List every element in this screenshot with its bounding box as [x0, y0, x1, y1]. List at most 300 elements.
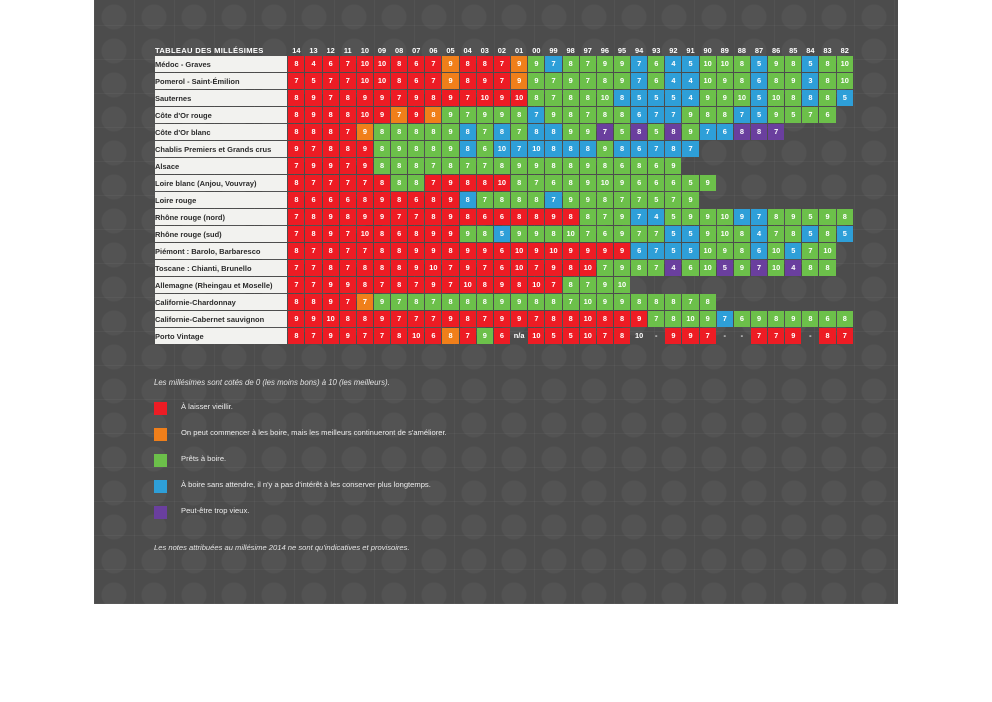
score-cell: 8 — [665, 311, 681, 327]
score-cell — [717, 175, 733, 191]
score-cell: 7 — [768, 124, 784, 140]
score-cell: 8 — [477, 226, 493, 242]
score-cell: 7 — [528, 107, 544, 123]
score-cell: 9 — [494, 90, 510, 106]
score-cell: 9 — [408, 107, 424, 123]
score-cell: 8 — [288, 243, 304, 259]
score-cell: 7 — [340, 226, 356, 242]
score-cell: 9 — [785, 328, 801, 344]
score-cell: 8 — [288, 124, 304, 140]
score-cell: 6 — [597, 226, 613, 242]
score-cell: 7 — [700, 328, 716, 344]
score-cell — [802, 294, 818, 310]
score-cell: 9 — [425, 277, 441, 293]
table-row — [155, 192, 853, 208]
score-cell: 9 — [700, 90, 716, 106]
score-cell: 7 — [614, 192, 630, 208]
region-label: Loire rouge — [155, 192, 287, 208]
region-label: Loire blanc (Anjou, Vouvray) — [155, 175, 287, 191]
score-cell: 8 — [460, 192, 476, 208]
year-header: 00 — [532, 46, 541, 55]
score-cell: 8 — [477, 175, 493, 191]
score-cell: 8 — [528, 209, 544, 225]
score-cell: 8 — [597, 107, 613, 123]
score-cell: 6 — [648, 175, 664, 191]
region-label: Piémont : Barolo, Barbaresco — [155, 243, 287, 259]
score-cell: 9 — [391, 141, 407, 157]
score-cell: 8 — [391, 328, 407, 344]
score-cell: 7 — [580, 277, 596, 293]
score-cell: 5 — [751, 107, 767, 123]
score-cell: 9 — [682, 192, 698, 208]
score-cell: 8 — [425, 107, 441, 123]
table-row — [155, 73, 853, 89]
score-cell: 7 — [340, 56, 356, 72]
score-cell: 10 — [374, 56, 390, 72]
region-label: Toscane : Chianti, Brunello — [155, 260, 287, 276]
score-cell: 5 — [305, 73, 321, 89]
score-cell: 9 — [717, 90, 733, 106]
table-row — [155, 311, 853, 327]
score-cell: 5 — [785, 243, 801, 259]
score-cell: 6 — [323, 56, 339, 72]
score-cell: 8 — [563, 209, 579, 225]
score-cell: 9 — [442, 192, 458, 208]
score-cell: 9 — [785, 209, 801, 225]
score-cell: 7 — [288, 209, 304, 225]
score-cell: 7 — [477, 311, 493, 327]
score-cell: 8 — [374, 226, 390, 242]
score-cell: 9 — [494, 311, 510, 327]
score-cell: 7 — [631, 192, 647, 208]
score-cell: 8 — [614, 311, 630, 327]
score-cell: 8 — [340, 209, 356, 225]
score-cell: 7 — [374, 277, 390, 293]
score-cell: - — [809, 331, 812, 340]
legend-swatch — [154, 428, 167, 441]
score-cell: 9 — [597, 294, 613, 310]
score-cell — [734, 175, 750, 191]
score-cell: 7 — [665, 192, 681, 208]
score-cell: 8 — [460, 209, 476, 225]
year-header: 14 — [292, 46, 301, 55]
score-cell: 8 — [442, 328, 458, 344]
table-row — [155, 209, 853, 225]
year-header: 94 — [635, 46, 644, 55]
legend-swatch — [154, 506, 167, 519]
score-cell: 5 — [682, 56, 698, 72]
year-header: 83 — [823, 46, 832, 55]
score-cell: 7 — [545, 56, 561, 72]
score-cell: 10 — [494, 141, 510, 157]
score-cell: 7 — [340, 260, 356, 276]
score-cell — [802, 124, 818, 140]
score-cell: 4 — [682, 90, 698, 106]
score-cell: 9 — [323, 277, 339, 293]
score-cell: 8 — [477, 56, 493, 72]
score-cell: 7 — [631, 209, 647, 225]
score-cell: 9 — [442, 124, 458, 140]
legend-item — [154, 401, 574, 415]
legend-label: Peut-être trop vieux. — [181, 506, 250, 515]
score-cell: 8 — [563, 175, 579, 191]
score-cell: 9 — [357, 90, 373, 106]
score-cell: 8 — [391, 243, 407, 259]
score-cell: 10 — [528, 328, 544, 344]
score-cell: 9 — [460, 226, 476, 242]
score-cell: 7 — [391, 294, 407, 310]
score-cell: 8 — [597, 73, 613, 89]
score-cell: 9 — [305, 90, 321, 106]
score-cell: 7 — [340, 124, 356, 140]
score-cell: 10 — [682, 311, 698, 327]
score-cell: 9 — [408, 243, 424, 259]
score-cell: 8 — [425, 90, 441, 106]
score-cell: 10 — [768, 260, 784, 276]
score-cell: 8 — [323, 260, 339, 276]
region-label: Médoc - Graves — [155, 56, 287, 72]
score-cell: 5 — [665, 90, 681, 106]
score-cell: 8 — [460, 141, 476, 157]
year-header: 82 — [840, 46, 849, 55]
score-cell — [785, 277, 801, 293]
score-cell: 10 — [323, 311, 339, 327]
score-cell: 7 — [425, 294, 441, 310]
score-cell: 9 — [511, 311, 527, 327]
score-cell: 5 — [802, 226, 818, 242]
score-cell: 7 — [357, 328, 373, 344]
score-cell — [734, 294, 750, 310]
legend-item — [154, 453, 574, 467]
score-cell: 10 — [819, 243, 835, 259]
region-label: Porto Vintage — [155, 328, 287, 344]
score-cell: 7 — [580, 107, 596, 123]
score-cell: 9 — [357, 124, 373, 140]
score-cell: 8 — [837, 311, 853, 327]
table-row — [155, 243, 853, 259]
region-label: Pomerol - Saint-Émilion — [155, 73, 287, 89]
score-cell: 8 — [665, 294, 681, 310]
score-cell: 9 — [682, 124, 698, 140]
year-header: 87 — [754, 46, 764, 55]
score-cell: 7 — [477, 192, 493, 208]
table-row — [155, 226, 853, 242]
score-cell: 8 — [734, 243, 750, 259]
score-cell: 7 — [768, 226, 784, 242]
score-cell — [734, 158, 750, 174]
score-cell: 8 — [511, 209, 527, 225]
score-cell: 7 — [597, 328, 613, 344]
score-cell: 8 — [734, 73, 750, 89]
score-cell: 9 — [682, 107, 698, 123]
score-cell: 7 — [648, 243, 664, 259]
score-cell: 8 — [768, 311, 784, 327]
score-cell: 9 — [442, 90, 458, 106]
legend-swatch — [154, 480, 167, 493]
score-cell: 9 — [545, 107, 561, 123]
score-cell: 9 — [408, 90, 424, 106]
year-header: 97 — [583, 46, 592, 55]
score-cell: 8 — [494, 192, 510, 208]
score-cell: 8 — [460, 56, 476, 72]
score-cell: 9 — [580, 243, 596, 259]
score-cell: 10 — [374, 73, 390, 89]
score-cell — [751, 175, 767, 191]
score-cell: 7 — [425, 175, 441, 191]
score-cell: 9 — [305, 311, 321, 327]
region-label: Côte d'Or rouge — [155, 107, 287, 123]
score-cell — [785, 124, 801, 140]
legend-label: À laisser vieillir. — [181, 402, 233, 411]
score-cell: 8 — [563, 277, 579, 293]
score-cell: 8 — [580, 141, 596, 157]
score-cell: 8 — [734, 124, 750, 140]
score-cell — [768, 175, 784, 191]
score-cell — [682, 158, 698, 174]
score-cell: 7 — [631, 73, 647, 89]
score-cell: 7 — [425, 311, 441, 327]
score-cell: - — [740, 331, 744, 340]
score-cell: 7 — [802, 243, 818, 259]
score-cell: 8 — [442, 158, 458, 174]
score-cell: 7 — [494, 73, 510, 89]
score-cell: 8 — [323, 124, 339, 140]
score-cell: 7 — [408, 277, 424, 293]
score-cell: 5 — [785, 107, 801, 123]
score-cell — [837, 192, 853, 208]
score-cell: 10 — [460, 277, 476, 293]
score-cell: 6 — [477, 209, 493, 225]
score-cell — [802, 277, 818, 293]
score-cell — [717, 141, 733, 157]
region-label: Alsace — [155, 158, 287, 174]
score-cell: 9 — [340, 277, 356, 293]
score-cell: 8 — [477, 294, 493, 310]
score-cell: 8 — [408, 175, 424, 191]
score-cell — [768, 158, 784, 174]
score-cell: 8 — [374, 158, 390, 174]
score-cell: 10 — [700, 73, 716, 89]
region-label: Allemagne (Rheingau et Moselle) — [155, 277, 287, 293]
score-cell: 10 — [597, 90, 613, 106]
score-cell: 10 — [357, 73, 373, 89]
table-row — [155, 158, 853, 174]
score-cell: 4 — [682, 73, 698, 89]
score-cell: 8 — [340, 107, 356, 123]
year-header: 05 — [446, 46, 455, 55]
score-cell: 10 — [580, 294, 596, 310]
score-cell: 6 — [665, 175, 681, 191]
score-cell: 7 — [323, 90, 339, 106]
score-cell: 6 — [494, 260, 510, 276]
score-cell: 7 — [391, 107, 407, 123]
score-cell: 6 — [648, 73, 664, 89]
score-cell: 8 — [563, 141, 579, 157]
score-cell — [700, 141, 716, 157]
score-cell: 9 — [631, 311, 647, 327]
score-cell: 10 — [563, 226, 579, 242]
score-cell: 8 — [631, 294, 647, 310]
score-cell: 9 — [563, 192, 579, 208]
score-cell: 10 — [511, 90, 527, 106]
score-cell: 8 — [785, 90, 801, 106]
legend-swatch — [154, 402, 167, 415]
score-cell — [802, 192, 818, 208]
score-cell: 7 — [751, 209, 767, 225]
score-cell: - — [723, 331, 726, 340]
score-cell: 7 — [460, 328, 476, 344]
score-cell: 4 — [305, 56, 321, 72]
score-cell: 9 — [477, 73, 493, 89]
score-cell: 9 — [597, 56, 613, 72]
score-cell: 7 — [648, 260, 664, 276]
score-cell: 9 — [597, 141, 613, 157]
region-label: Californie-Cabernet sauvignon — [155, 311, 287, 327]
score-cell: 7 — [305, 141, 321, 157]
score-cell: 7 — [305, 260, 321, 276]
year-header: 03 — [480, 46, 489, 55]
score-cell: 9 — [408, 260, 424, 276]
score-cell: 8 — [374, 124, 390, 140]
score-cell: 7 — [631, 56, 647, 72]
score-cell — [700, 277, 716, 293]
score-cell: 9 — [614, 73, 630, 89]
score-cell: 7 — [340, 73, 356, 89]
legend-intro: Les millésimes sont cotés de 0 (les moins bons) à 10 (les meilleurs). — [154, 378, 390, 387]
score-cell: 8 — [374, 243, 390, 259]
score-cell: 7 — [837, 328, 853, 344]
score-cell: 7 — [545, 192, 561, 208]
legend-swatch — [154, 454, 167, 467]
year-header: 08 — [395, 46, 404, 55]
score-cell: 9 — [528, 56, 544, 72]
score-cell: 8 — [288, 56, 304, 72]
score-cell: 7 — [682, 294, 698, 310]
score-cell: 8 — [305, 294, 321, 310]
score-cell: 8 — [494, 124, 510, 140]
score-cell: 8 — [511, 107, 527, 123]
score-cell: 6 — [717, 124, 733, 140]
score-cell: 9 — [442, 73, 458, 89]
score-cell: 9 — [580, 175, 596, 191]
score-cell: 6 — [305, 192, 321, 208]
score-cell: 7 — [545, 90, 561, 106]
score-cell: 8 — [802, 311, 818, 327]
score-cell: 8 — [819, 260, 835, 276]
score-cell — [682, 277, 698, 293]
score-cell: 9 — [374, 209, 390, 225]
score-cell: 9 — [580, 158, 596, 174]
score-cell: 8 — [357, 277, 373, 293]
score-cell: 7 — [751, 260, 767, 276]
year-header: 09 — [377, 46, 387, 55]
score-cell: 9 — [323, 328, 339, 344]
year-header: 92 — [669, 46, 678, 55]
score-cell: 7 — [545, 73, 561, 89]
score-cell — [837, 260, 853, 276]
table-head — [155, 41, 853, 55]
score-cell: 8 — [425, 209, 441, 225]
score-cell: 9 — [580, 192, 596, 208]
score-cell: 6 — [323, 192, 339, 208]
score-cell: 9 — [442, 311, 458, 327]
score-cell: 9 — [700, 226, 716, 242]
score-cell: 9 — [323, 226, 339, 242]
score-cell: 7 — [323, 175, 339, 191]
score-cell: 9 — [682, 209, 698, 225]
score-cell: 7 — [391, 90, 407, 106]
score-cell — [785, 294, 801, 310]
score-cell: 6 — [408, 56, 424, 72]
score-cell: 8 — [751, 124, 767, 140]
score-cell: 6 — [494, 209, 510, 225]
score-cell: 5 — [837, 226, 853, 242]
score-cell: 10 — [700, 56, 716, 72]
score-cell — [751, 192, 767, 208]
score-cell: 8 — [563, 158, 579, 174]
score-cell: 7 — [391, 209, 407, 225]
score-cell: 4 — [751, 226, 767, 242]
score-cell: 7 — [580, 226, 596, 242]
score-cell: 10 — [837, 73, 853, 89]
score-cell: 7 — [597, 260, 613, 276]
score-cell: 6 — [648, 56, 664, 72]
score-cell: 8 — [545, 158, 561, 174]
score-cell: 5 — [648, 192, 664, 208]
score-cell: 9 — [511, 226, 527, 242]
score-cell: 8 — [477, 277, 493, 293]
score-cell: 8 — [563, 311, 579, 327]
year-header: 02 — [497, 46, 506, 55]
score-cell — [751, 158, 767, 174]
score-cell — [837, 158, 853, 174]
score-cell: 8 — [323, 141, 339, 157]
score-cell: 9 — [734, 260, 750, 276]
score-cell: 9 — [374, 90, 390, 106]
score-cell: 9 — [768, 56, 784, 72]
score-cell: 5 — [665, 209, 681, 225]
score-cell: 10 — [425, 260, 441, 276]
score-cell: 7 — [357, 175, 373, 191]
score-cell — [768, 141, 784, 157]
score-cell: 7 — [751, 328, 767, 344]
score-cell: 9 — [614, 243, 630, 259]
score-cell — [837, 141, 853, 157]
score-cell: 5 — [563, 328, 579, 344]
year-header: 01 — [515, 46, 524, 55]
score-cell: 9 — [785, 73, 801, 89]
score-cell: 8 — [408, 158, 424, 174]
year-header: 06 — [429, 46, 438, 55]
score-cell — [819, 141, 835, 157]
year-header: 98 — [566, 46, 575, 55]
year-header: 12 — [326, 46, 335, 55]
score-cell — [819, 192, 835, 208]
score-cell: 5 — [717, 260, 733, 276]
score-cell: 7 — [734, 107, 750, 123]
year-header: 93 — [652, 46, 661, 55]
score-cell: 6 — [819, 107, 835, 123]
year-header: 90 — [703, 46, 712, 55]
score-cell: 6 — [494, 328, 510, 344]
score-cell — [802, 175, 818, 191]
score-cell: 6 — [631, 141, 647, 157]
score-cell: 9 — [442, 175, 458, 191]
score-cell: 7 — [340, 158, 356, 174]
score-cell: 8 — [597, 192, 613, 208]
score-cell: 9 — [614, 175, 630, 191]
region-label: Côte d'Or blanc — [155, 124, 287, 140]
